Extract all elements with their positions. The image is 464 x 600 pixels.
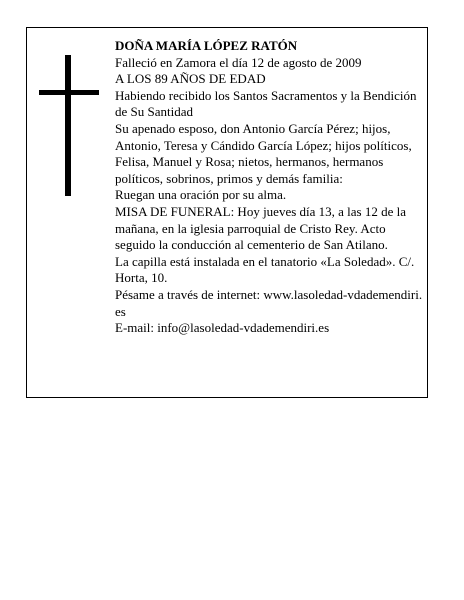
funeral-mass-info: MISA DE FUNERAL: Hoy jueves día 13, a las 12 de la mañana, en la iglesia parroquial de Cristo Rey. Acto seguido la conducción al cementerio de San Atilano.	[115, 203, 407, 253]
cross-icon	[39, 55, 99, 196]
condolence-website: Pésame a través de internet: www.lasoledad-vdademendiri.es	[115, 286, 423, 319]
family-line: Su apenado esposo, don Antonio García Pérez; hijos, Antonio, Teresa y Cándido García López; hijos políticos, Felisa, Manuel y Rosa; nietos, hermanos, hermanos políticos, sobrinos, primos y demás familia:	[115, 120, 412, 186]
age-line: A LOS 89 AÑOS DE EDAD	[115, 71, 266, 87]
death-place-date: Falleció en Zamora el día 12 de agosto de 2009	[115, 54, 362, 70]
cross-vertical-bar	[65, 55, 71, 196]
chapel-info: La capilla está instalada en el tanatorio «La Soledad». C/. Horta, 10.	[115, 253, 415, 286]
obituary-text-block	[115, 38, 423, 337]
deceased-name: DOÑA MARÍA LÓPEZ RATÓN	[115, 38, 298, 53]
cross-horizontal-bar	[39, 90, 99, 95]
sacraments-line: Habiendo recibido los Santos Sacramentos y la Bendición de Su Santidad	[115, 87, 417, 120]
contact-email: E-mail: info@lasoledad-vdademendiri.es	[115, 320, 330, 336]
prayer-request: Ruegan una oración por su alma.	[115, 187, 287, 203]
